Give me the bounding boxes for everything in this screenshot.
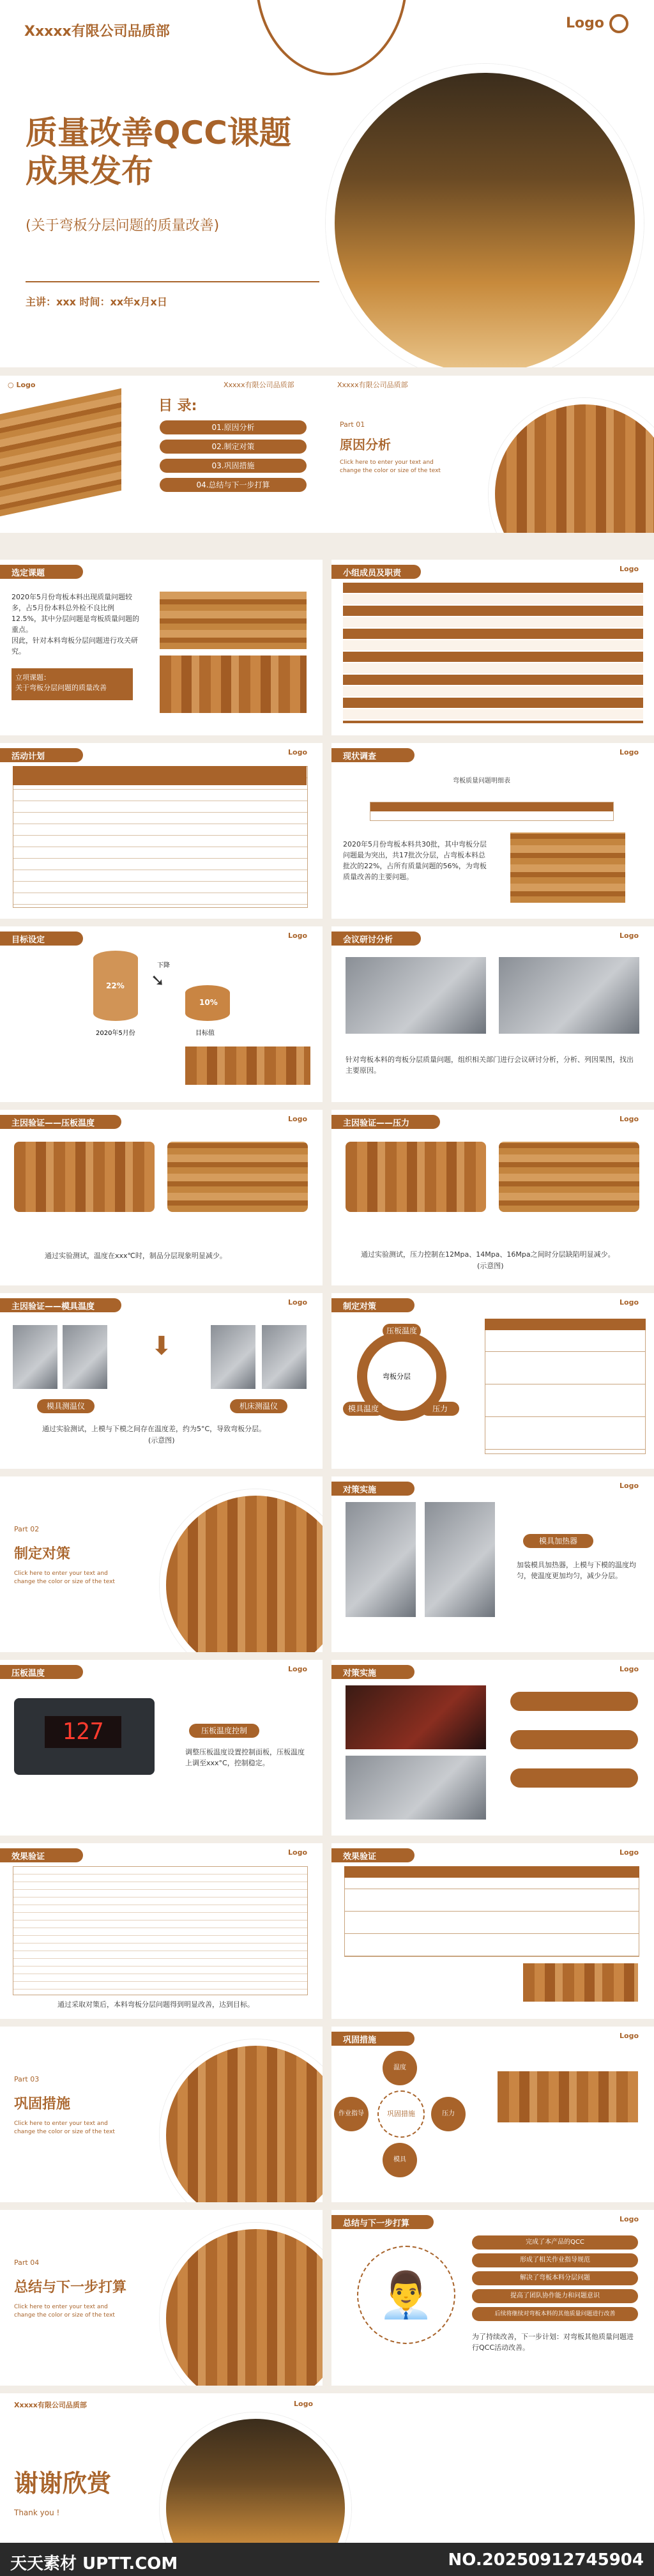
part01-label: Part 01 <box>340 420 365 429</box>
cover-arc <box>255 0 407 75</box>
s15-logo: Logo <box>288 1665 307 1673</box>
s12-title: 制定对策 <box>343 1302 377 1312</box>
s3-image-1 <box>160 592 307 649</box>
cover-slide <box>0 0 654 367</box>
effect-table-1 <box>13 1866 308 1995</box>
wood-planks-image <box>0 388 121 516</box>
strategy-c3: 模具温度 <box>343 1402 384 1416</box>
part04-sub: Click here to enter your text and change the color or size of the text <box>14 2304 115 2319</box>
cover-title-2: 成果发布 <box>26 153 153 190</box>
s15-text: 调整压板温度设置控制面板，压板温度上调至xxx°C，控制稳定。 <box>185 1748 305 1767</box>
toc-slide <box>0 376 654 533</box>
part03-image <box>160 2039 323 2202</box>
s18-title: 效果验证 <box>343 1852 377 1862</box>
slide-consolidate <box>331 2027 654 2202</box>
part01-header: Xxxxx有限公司品质部 <box>337 381 408 389</box>
after-label: 目标值 <box>195 1030 215 1037</box>
s10-note: (示意图) <box>477 1262 504 1270</box>
part04-title: 总结与下一步打算 <box>14 2280 127 2296</box>
strategy-table-head <box>485 1319 646 1330</box>
cover-company: Xxxxx有限公司品质部 <box>24 24 170 40</box>
slide-effect-1 <box>0 1843 323 2019</box>
s11-photo-4 <box>262 1325 307 1389</box>
part03-sub: Click here to enter your text and change the color or size of the text <box>14 2120 115 2135</box>
s4-logo: Logo <box>620 565 639 573</box>
slide-impl-2 <box>331 1660 654 1836</box>
slide-part02 <box>0 1476 323 1652</box>
s17-title: 效果验证 <box>11 1852 45 1862</box>
s8-logo: Logo <box>620 931 639 940</box>
s11-note: (示意图) <box>148 1436 175 1445</box>
slide-verify-temp <box>0 1110 323 1285</box>
before-pct: 22% <box>106 981 125 990</box>
cover-logo: Logo <box>566 14 628 33</box>
s10-text: 通过实验测试，压力控制在12Mpa、14Mpa、16Mpa之间时分层缺陷明显减少。 <box>361 1250 615 1259</box>
slide-summary <box>331 2210 654 2386</box>
part03-label: Part 03 <box>14 2075 40 2083</box>
slide-strategy <box>331 1293 654 1469</box>
toc-item-2[interactable]: 02.制定对策 <box>160 440 307 454</box>
s4-title: 小组成员及职责 <box>343 569 402 578</box>
before-label: 2020年5月份 <box>96 1030 135 1037</box>
s5-logo: Logo <box>288 748 307 756</box>
summary-item-3: 解决了弯板本料分层问题 <box>472 2271 638 2285</box>
s14-logo: Logo <box>620 1482 639 1490</box>
s3-topic-box: 立项课题： 关于弯板分层问题的质量改善 <box>11 668 133 700</box>
thanks-image <box>160 2412 351 2543</box>
s15-label: 压板温度控制 <box>189 1724 259 1738</box>
s6-title: 现状调查 <box>343 752 377 762</box>
s11-label-2: 机床测温仪 <box>230 1399 287 1413</box>
part01-sub: Click here to enter your text and change the color or size of the text <box>340 459 441 474</box>
gantt-chart <box>13 766 308 908</box>
cover-subtitle: (关于弯板分层问题的质量改善) <box>26 218 220 234</box>
s9-text: 通过实验测试，温度在xxx℃时，制品分层现象明显减少。 <box>45 1252 227 1260</box>
slide-part03 <box>0 2027 323 2202</box>
slide-part04 <box>0 2210 323 2386</box>
slide-plan <box>0 743 323 919</box>
s7-title: 目标设定 <box>11 935 45 945</box>
s15-title: 压板温度 <box>11 1669 45 1678</box>
toc-item-3[interactable]: 03.巩固措施 <box>160 459 307 473</box>
down-arrow-icon: ⬇ <box>151 1331 172 1361</box>
s16-photo-2 <box>346 1756 486 1820</box>
toc-header: Xxxxx有限公司品质部 <box>224 381 294 389</box>
consolidate-c1: 温度 <box>383 2051 417 2085</box>
consolidate-center: 巩固措施 <box>377 2090 425 2138</box>
summary-text: 为了持续改善，下一步计划：对弯板其他质量问题进行QCC活动改善。 <box>472 2333 634 2352</box>
s14-label: 模具加热器 <box>523 1534 593 1548</box>
slide-effect-2 <box>331 1843 654 2019</box>
meeting-photo-2 <box>499 957 639 1034</box>
s16-logo: Logo <box>620 1665 639 1673</box>
thanks-slide <box>0 2393 654 2543</box>
s6-table <box>370 802 614 821</box>
thanks-logo: Logo <box>294 2400 313 2408</box>
consolidate-c2: 压力 <box>431 2097 466 2131</box>
s14-photo-1 <box>346 1502 416 1617</box>
effect-table-2 <box>344 1866 639 1957</box>
s20-image <box>498 2071 638 2122</box>
s3-text2: 因此，针对本料弯板分层问题进行攻关研究。 <box>11 636 138 656</box>
slide-press-temp <box>0 1660 323 1836</box>
s3-text: 2020年5月份弯板本料出现质量问题较多，占5月份本料总外检不良比例12.5%，其中分层问题是弯板质量问题的重点。 <box>11 593 139 634</box>
s11-photo-3 <box>211 1325 255 1389</box>
s16-pill-2 <box>510 1730 638 1749</box>
s6-image <box>510 832 625 903</box>
slide-team <box>331 560 654 735</box>
part02-image <box>160 1489 323 1652</box>
s7-image <box>185 1046 310 1085</box>
s11-title: 主因验证——模具温度 <box>11 1302 95 1312</box>
s10-logo: Logo <box>620 1115 639 1123</box>
s8-text: 针对弯板本料的弯板分层质量问题，组织相关部门进行会议研讨分析，分析、列因果图，找出主要原因。 <box>346 1055 634 1075</box>
team-table <box>343 583 643 723</box>
s14-title: 对策实施 <box>343 1485 377 1495</box>
s22-logo: Logo <box>620 2215 639 2223</box>
s11-photo-1 <box>13 1325 57 1389</box>
toc-logo: ○ Logo <box>8 381 36 389</box>
slide-meeting <box>331 926 654 1102</box>
s11-photo-2 <box>63 1325 107 1389</box>
s14-photo-2 <box>425 1502 495 1617</box>
toc-item-4[interactable]: 04.总结与下一步打算 <box>160 478 307 492</box>
s10-image-2 <box>499 1142 639 1212</box>
s10-title: 主因验证——压力 <box>343 1119 410 1128</box>
s16-title: 对策实施 <box>343 1669 377 1678</box>
slide-verify-mold <box>0 1293 323 1469</box>
s14-text: 加装模具加热器，上模与下模的温度均匀，使温度更加均匀，减少分层。 <box>517 1561 636 1580</box>
part04-image <box>160 2223 323 2386</box>
strategy-table <box>485 1319 646 1454</box>
consolidate-c3: 模具 <box>383 2143 417 2177</box>
part02-title: 制定对策 <box>14 1546 71 1562</box>
warehouse-image <box>326 64 644 367</box>
summary-item-2: 形成了相关作业指导规范 <box>472 2253 638 2267</box>
slide-verify-press <box>331 1110 654 1285</box>
s18-logo: Logo <box>620 1848 639 1857</box>
thanks-sub: Thank you ! <box>14 2508 60 2517</box>
s20-logo: Logo <box>620 2032 639 2040</box>
footer-strip <box>0 2543 654 2576</box>
s6-text: 2020年5月份弯板本料共30批，其中弯板分层问题最为突出，共17批次分层，占弯板本料总批次的22%，占所有质量问题的56%，为弯板质量改善的主要问题。 <box>343 840 487 881</box>
after-pct: 10% <box>199 998 218 1007</box>
arrow-label: 下降 <box>157 962 170 969</box>
s3-image-2 <box>160 656 307 713</box>
toc-title: 目 录: <box>158 398 197 414</box>
meeting-photo-1 <box>346 957 486 1034</box>
footer-left: 天天素材 UPTT.COM <box>10 2554 178 2573</box>
summary-item-5: 后续将继续对弯板本料的其他质量问题进行改善 <box>472 2307 638 2321</box>
part03-title: 巩固措施 <box>14 2096 71 2112</box>
s22-title: 总结与下一步打算 <box>343 2219 410 2228</box>
cover-title-1: 质量改善QCC课题 <box>26 114 291 151</box>
slide-impl-1 <box>331 1476 654 1652</box>
summary-item-1: 完成了本产品的QCC <box>472 2235 638 2250</box>
s9-title: 主因验证——压板温度 <box>11 1119 95 1128</box>
s3-title: 选定课题 <box>11 569 45 578</box>
cover-divider <box>26 281 319 282</box>
part02-label: Part 02 <box>14 1525 40 1533</box>
toc-item-1[interactable]: 01.原因分析 <box>160 420 307 434</box>
s20-title: 巩固措施 <box>343 2035 377 2045</box>
footer-right: NO.20250912745904 <box>448 2550 644 2570</box>
s11-text: 通过实验测试，上模与下模之间存在温度差，约为5°C，导致弯板分层。 <box>42 1425 266 1433</box>
effect-table-2-head <box>344 1866 639 1878</box>
s11-logo: Logo <box>288 1298 307 1307</box>
s17-text: 通过采取对策后，本料弯板分层问题得到明显改善，达到目标。 <box>57 2000 254 2009</box>
s6-logo: Logo <box>620 748 639 756</box>
s17-logo: Logo <box>288 1848 307 1857</box>
slide-current <box>331 743 654 919</box>
slide-selected-topic <box>0 560 323 735</box>
strategy-c1: 压板温度 <box>383 1324 421 1338</box>
temp-display: 127 <box>45 1716 121 1748</box>
gantt-header <box>13 766 307 785</box>
part02-sub: Click here to enter your text and change the color or size of the text <box>14 1570 115 1585</box>
s18-image <box>523 1963 638 2002</box>
s7-logo: Logo <box>288 931 307 940</box>
s6-caption: 弯板质量问题明细表 <box>453 778 510 785</box>
summary-item-4: 提高了团队协作能力和问题意识 <box>472 2289 638 2303</box>
part01-wood-image <box>489 398 654 533</box>
strategy-c2: 压力 <box>421 1402 459 1416</box>
thanks-header: Xxxxx有限公司品质部 <box>14 2401 87 2409</box>
thanks-title: 谢谢欣赏 <box>14 2469 112 2497</box>
slide-target <box>0 926 323 1102</box>
s8-title: 会议研讨分析 <box>343 935 393 945</box>
s16-photo-1 <box>346 1685 486 1749</box>
s5-title: 活动计划 <box>11 752 45 762</box>
s9-logo: Logo <box>288 1115 307 1123</box>
s9-image-2 <box>167 1142 308 1212</box>
s16-pill-3 <box>510 1768 638 1788</box>
s10-image-1 <box>346 1142 486 1212</box>
part04-label: Part 04 <box>14 2258 40 2267</box>
s9-image-1 <box>14 1142 155 1212</box>
s12-logo: Logo <box>620 1298 639 1307</box>
part01-title: 原因分析 <box>340 437 391 452</box>
consolidate-c4: 作业指导 <box>334 2097 369 2131</box>
cover-speaker: 主讲：xxx 时间：xx年x月x日 <box>26 296 167 308</box>
s11-label-1: 模具测温仪 <box>37 1399 95 1413</box>
s16-pill-1 <box>510 1692 638 1711</box>
down-arrow-icon: ➘ <box>151 971 165 990</box>
person-avatar-icon: 👨‍💼 <box>357 2246 455 2344</box>
strategy-center: 弯板分层 <box>383 1372 411 1381</box>
